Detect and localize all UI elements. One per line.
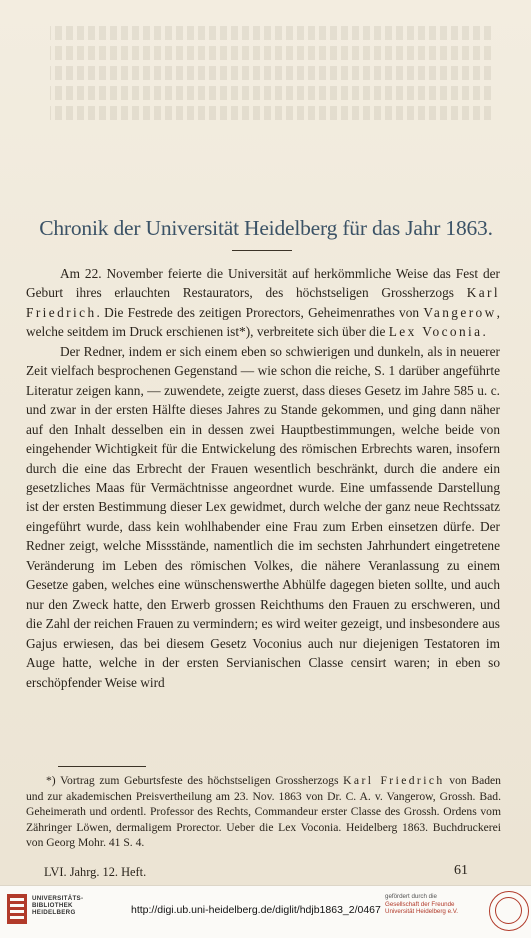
society-seal-icon[interactable] bbox=[489, 891, 529, 931]
journal-issue: LVI. Jahrg. 12. Heft. bbox=[44, 865, 147, 879]
ub-heidelberg-logo-icon[interactable] bbox=[6, 892, 28, 926]
body-text bbox=[26, 264, 500, 692]
library-name[interactable]: UNIVERSITÄTS- BIBLIOTHEK HEIDELBERG bbox=[32, 895, 84, 917]
title-rule bbox=[232, 250, 292, 251]
footnote bbox=[26, 773, 501, 851]
text-run: , welche seitdem im Druck erschienen ist*), verbreitete sich über die bbox=[26, 304, 500, 340]
spaced-name: Vangerow bbox=[423, 304, 497, 320]
spaced-name: Lex Voconia bbox=[388, 324, 483, 340]
running-footer bbox=[44, 865, 468, 880]
spaced-name: Karl Friedrich bbox=[343, 774, 445, 787]
text-run: *) Vortrag zum Geburtsfeste des höchstseligen Grossherzogs bbox=[46, 774, 344, 787]
sponsor-text[interactable]: gefördert durch die Gesellschaft der Freunde Universität Heidelberg e.V. bbox=[385, 893, 459, 916]
footnote-rule bbox=[58, 766, 146, 767]
text-run: . Die Festrede des zeitigen Prorectors, Geheimenrathes von bbox=[96, 304, 424, 320]
spaced-name: Karl Friedrich bbox=[26, 285, 500, 320]
text-run: Am 22. November feierte die Universität auf herkömmliche Weise das Fest der Geburt ihres erlauchten Restaurators, des höchstseligen Grossherzogs bbox=[26, 266, 500, 301]
viewer-bottom-bar bbox=[0, 885, 531, 938]
page-number: 61 bbox=[454, 863, 468, 878]
text-run: Der Redner, indem er sich einem eben so schwierigen und dunkeln, als in neuerer Zeit vielfach besprochenen Gegenstand — wie schon die reiche, S. 1 darüber angeführte Literatur zeigen kann, — zuwendete, zeigte zuerst, dass dieses Gesetz im Jahre 585 u. c. und zwar in der ersten Hälfte dieses Jahres zu Stande gekommen, und ging dann näher auf den Inhalt desselben ein in dessen zwei Hauptbestimmungen, welche beide von eingehender Wichtigkeit für die Entwickelung des römischen Erbrechts waren, insofern durch die eine das Erbrecht der Frauen wesentlich beschränkt, durch die andere ein gesetzliches Maas für Vermächtnisse angeordnet wurde. Eine umfassende Darstellung ist der ersten Bestimmung dieser Lex gewidmet, durch welche der ganz neue Rechtssatz eingeführt wurde, dass kein wohlhabender eine Frau zum Erben einsetzen dürfe. Der Redner zeigt, welche Missstände, namentlich die im sechsten Jahrhundert eingetretene Veränderung im Leben des römischen Volkes, die nähere Veranlassung zu einem Gesetze gaben, welches eine wünschenswerthe Abhülfe dagegen bieten sollte, und auch nur den Zweck hatte, den Erwerb grossen Reichthums den Frauen zu erschweren, und die Zahl der reichen Frauen zu vermindern; es wird weiter gezeigt, und insbesondere aus Gajus erwiesen, das bei diesem Gesetz Voconius auch nur diejenigen Testatoren im Auge hatte, welche in der ersten Servianischen Classe censirt waren; in eben so erschöpfender Weise wird bbox=[26, 343, 500, 690]
page-url-link[interactable]: http://digi.ub.uni-heidelberg.de/diglit/hdjb1863_2/0467 bbox=[131, 904, 381, 916]
paragraph bbox=[26, 342, 500, 692]
paragraph bbox=[26, 264, 500, 342]
bleed-through-text bbox=[0, 26, 531, 136]
text-run: von Baden und zur akademischen Preisvertheilung am 23. Nov. 1863 von Dr. C. A. v. Vangerow, Grossh. Bad. Geheimerath und ordentl. Professor des Rechts, Commandeur erster Classe des Grossh. Ordens vom Zähringer Löwen, dermaligem Prorector. Ueber die Lex Voconia. Heidelberg 1863. Buchdruckerei von Georg Mohr. 41 S. 4. bbox=[26, 774, 501, 849]
text-run: . bbox=[482, 324, 486, 340]
page-title: Chronik der Universität Heidelberg für das Jahr 1863. bbox=[39, 216, 493, 240]
